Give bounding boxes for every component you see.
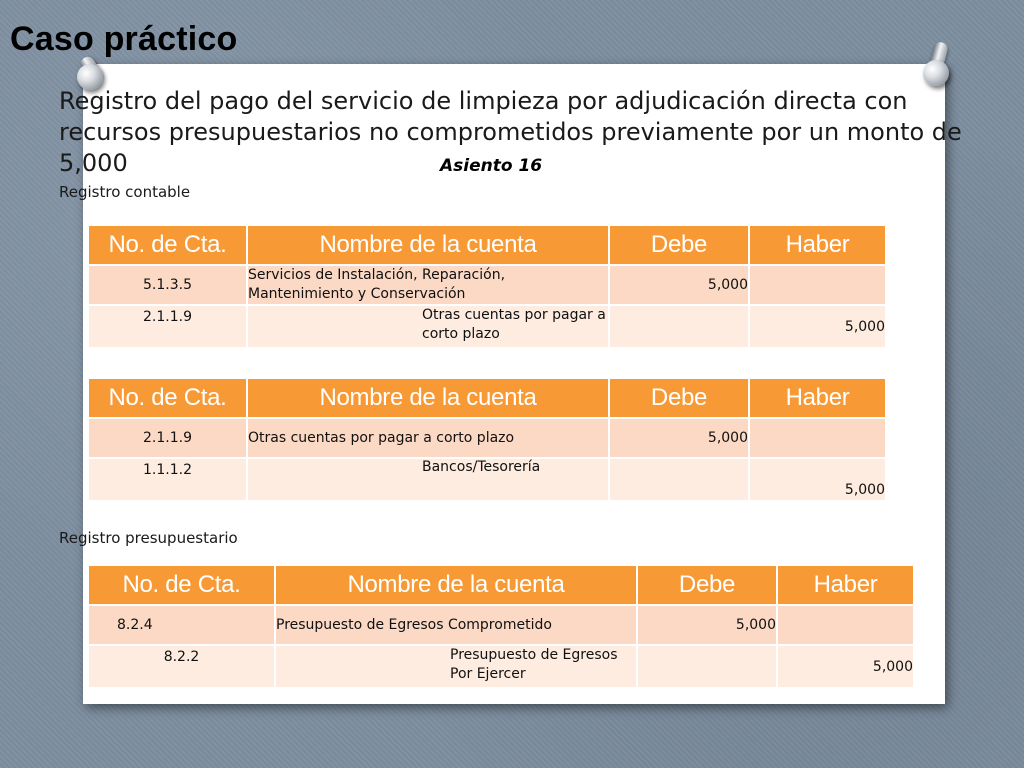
account-name-cell: [248, 266, 608, 304]
credit-value: 5,000: [750, 459, 885, 500]
header-credit: Haber: [750, 379, 885, 417]
account-number: 5.1.3.5: [89, 266, 246, 304]
section-label-presupuestario: Registro presupuestario: [59, 529, 238, 547]
debit-value: [610, 459, 748, 500]
debit-value: 5,000: [610, 266, 748, 304]
account-number: 8.2.2: [89, 646, 274, 687]
header-account-name: Nombre de la cuenta: [248, 226, 608, 264]
credit-value: [750, 419, 885, 457]
account-name: Presupuesto de Egresos Comprometido: [276, 606, 636, 644]
debit-value: 5,000: [638, 606, 776, 644]
header-account-name: Nombre de la cuenta: [276, 566, 636, 604]
account-name: Presupuesto de Egresos Por Ejercer: [450, 647, 618, 682]
ledger-table-presupuestario: [87, 564, 915, 689]
header-account-no: No. de Cta.: [89, 379, 246, 417]
account-number: 2.1.1.9: [89, 419, 246, 457]
account-name: Servicios de Instalación, Reparación, Mantenimiento y Conservación: [248, 267, 506, 302]
ledger-table-contable-1: [87, 224, 887, 349]
slide-title: Caso práctico: [10, 20, 238, 58]
header-debit: Debe: [610, 226, 748, 264]
credit-value: 5,000: [778, 646, 913, 687]
account-number: 8.2.4: [89, 606, 274, 644]
account-name: Otras cuentas por pagar a corto plazo: [422, 307, 606, 342]
account-name-cell: [276, 646, 636, 687]
header-credit: Haber: [750, 226, 885, 264]
table-row: [89, 459, 885, 500]
table-row: [89, 306, 885, 347]
section-label-contable: Registro contable: [59, 183, 191, 201]
header-account-no: No. de Cta.: [89, 226, 246, 264]
table-header-row: [89, 379, 885, 417]
table-row: [89, 419, 885, 457]
debit-value: 5,000: [610, 419, 748, 457]
table-header-row: [89, 226, 885, 264]
table-header-row: [89, 566, 913, 604]
account-name: Bancos/Tesorería: [422, 459, 541, 475]
table-row: [89, 646, 913, 687]
table-row: [89, 606, 913, 644]
pushpin-right-icon: [923, 60, 949, 86]
header-credit: Haber: [778, 566, 913, 604]
account-name-cell: [248, 459, 608, 500]
debit-value: [638, 646, 776, 687]
account-name-cell: [248, 306, 608, 347]
credit-value: [778, 606, 913, 644]
debit-value: [610, 306, 748, 347]
header-account-name: Nombre de la cuenta: [248, 379, 608, 417]
ledger-table-contable-2: [87, 377, 887, 502]
account-number: 2.1.1.9: [89, 306, 246, 347]
account-number: 1.1.1.2: [89, 459, 246, 500]
account-name: Otras cuentas por pagar a corto plazo: [248, 419, 608, 457]
header-account-no: No. de Cta.: [89, 566, 274, 604]
slide-description: Registro del pago del servicio de limpieza por adjudicación directa con recursos presupuestarios no comprometidos previamente por un monto de 5,000: [59, 87, 962, 177]
credit-value: [750, 266, 885, 304]
header-debit: Debe: [610, 379, 748, 417]
header-debit: Debe: [638, 566, 776, 604]
credit-value: 5,000: [750, 306, 885, 347]
table-row: [89, 266, 885, 304]
entry-label: Asiento 16: [440, 156, 543, 176]
